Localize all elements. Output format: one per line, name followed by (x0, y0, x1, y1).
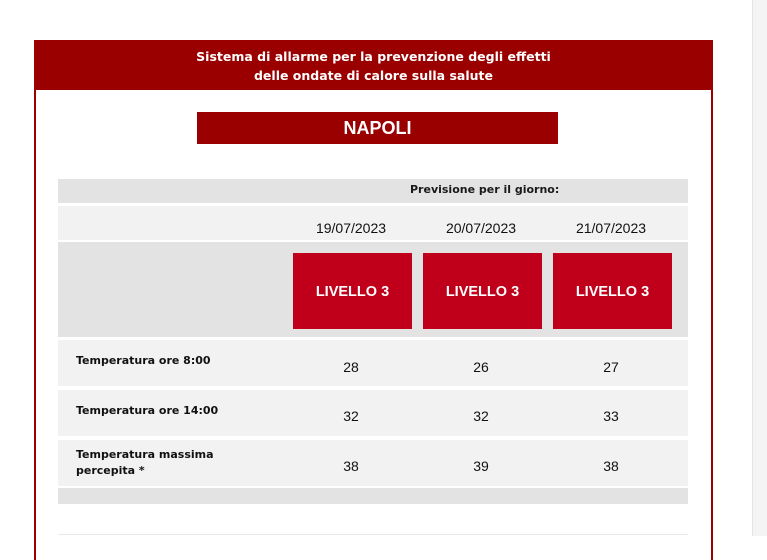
date-day-1: 19/07/2023 (315, 220, 387, 236)
temp-8-day-2: 26 (473, 359, 489, 375)
section-divider (58, 534, 688, 535)
scrollbar-track[interactable] (752, 0, 767, 536)
temp-14-day-1: 32 (343, 408, 359, 424)
temp-max-day-1: 38 (343, 458, 359, 474)
table-footer-band (58, 488, 688, 504)
date-day-2: 20/07/2023 (445, 220, 517, 236)
temp-8-day-3: 27 (603, 359, 619, 375)
header-title-line-1: Sistema di allarme per la prevenzione degli effetti (196, 49, 551, 64)
alert-level-badge-day-1: LIVELLO 3 (293, 253, 412, 329)
alert-level-badge-day-3: LIVELLO 3 (553, 253, 672, 329)
temp-14-row (58, 390, 688, 436)
temp-8-label: Temperatura ore 8:00 (76, 354, 211, 367)
date-day-3: 21/07/2023 (575, 220, 647, 236)
header-title-line-2: delle ondate di calore sulla salute (253, 68, 493, 83)
alert-level-badge-day-2: LIVELLO 3 (423, 253, 542, 329)
alert-levels-row (58, 242, 688, 337)
temp-14-day-2: 32 (473, 408, 489, 424)
forecast-label: Previsione per il giorno: (410, 183, 560, 196)
forecast-header-row (58, 179, 688, 203)
temp-14-label: Temperatura ore 14:00 (76, 404, 219, 417)
temp-max-perceived-row (58, 440, 688, 486)
temp-14-day-3: 33 (603, 408, 619, 424)
city-name: NAPOLI (197, 112, 558, 144)
dates-row (58, 206, 688, 240)
temp-max-day-3: 38 (603, 458, 619, 474)
heatwave-bulletin-panel (34, 40, 713, 560)
temp-max-day-2: 39 (473, 458, 489, 474)
temp-max-perceived-label: Temperatura massima percepita * (76, 448, 214, 477)
temp-8-day-1: 28 (343, 359, 359, 375)
temp-8-row (58, 340, 688, 386)
bulletin-header (36, 42, 711, 90)
